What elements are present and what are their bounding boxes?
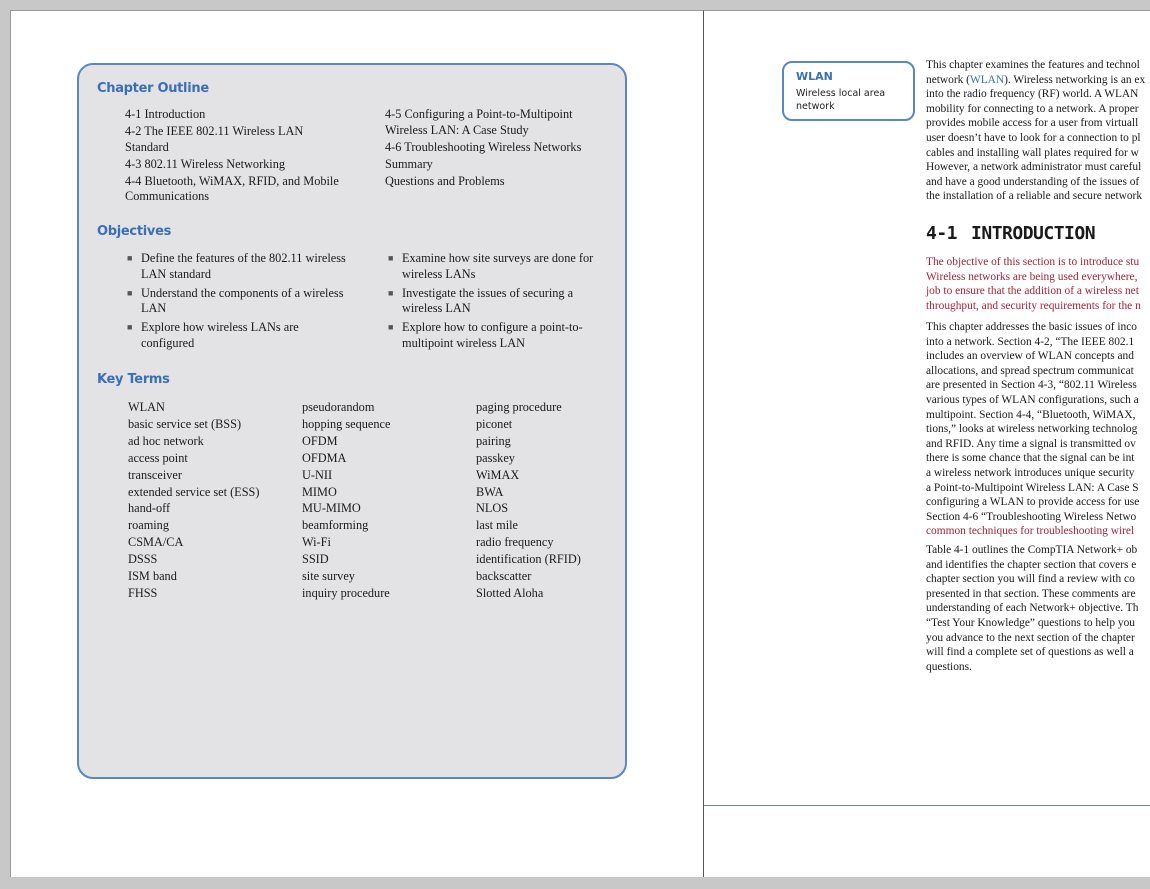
chapter-outline-box (77, 63, 627, 779)
key-term: piconet (476, 416, 513, 431)
square-bullet-icon: ■ (127, 322, 133, 332)
text-line: The objective of this section is to introduce stu (926, 256, 1140, 268)
text-line: into the radio frequency (RF) world. A WLAN (926, 88, 1139, 101)
section-number: 4-1 (926, 223, 958, 244)
key-term: CSMA/CA (128, 535, 184, 550)
outline-item: Wireless LAN: A Case Study (385, 122, 529, 137)
text-line: there is some chance that the signal can be int (926, 452, 1135, 465)
key-term: SSID (302, 552, 329, 567)
text-line: understanding of each Network+ objective. Th (926, 602, 1139, 615)
key-term: transceiver (128, 467, 182, 482)
text-line: various types of WLAN configurations, such a (926, 393, 1139, 406)
key-terms-heading: Key Terms (97, 372, 170, 387)
key-term: pseudorandom (302, 400, 375, 414)
outline-item: 4-5 Configuring a Point-to-Multipoint (385, 107, 573, 121)
margin-term: WLAN (796, 70, 833, 83)
text-line: provides mobile access for a user from virtuall (926, 117, 1139, 130)
outline-list-2 (385, 107, 620, 191)
outline-item: Standard (125, 139, 169, 154)
key-term: passkey (476, 450, 515, 465)
outline-list-1 (125, 107, 375, 206)
text-line: questions. (926, 660, 972, 673)
text-line: you advance to the next section of the chapter (926, 631, 1135, 644)
outline-item: 4-3 802.11 Wireless Networking (125, 156, 286, 171)
text-line: the installation of a reliable and secure network (926, 190, 1143, 203)
key-terms-col-3 (476, 399, 581, 602)
key-term: Slotted Aloha (476, 585, 544, 600)
text-line: into a network. Section 4-2, “The IEEE 802.1 (926, 335, 1135, 348)
margin-definition-box (782, 61, 915, 121)
key-term: ISM band (128, 569, 177, 584)
key-term: roaming (128, 518, 169, 533)
text-line: This chapter examines the features and technol (926, 59, 1140, 71)
objectives-heading: Objectives (97, 224, 172, 239)
key-term: backscatter (476, 569, 532, 584)
outline-item: Questions and Problems (385, 173, 505, 188)
chapter-outline-heading: Chapter Outline (97, 81, 209, 96)
key-term: inquiry procedure (302, 585, 390, 600)
section-title: INTRODUCTION (971, 223, 1096, 244)
text-line: “Test Your Knowledge” questions to help you (926, 616, 1135, 629)
text-line: a wireless network introduces unique security (926, 466, 1135, 479)
text-line: Wireless networks are being used everywhere, (926, 270, 1138, 283)
key-term: hopping sequence (302, 416, 391, 431)
text-line: However, a network administrator must careful (926, 161, 1142, 174)
text-line: includes an overview of WLAN concepts and (926, 350, 1134, 363)
outline-item: 4-4 Bluetooth, WiMAX, RFID, and Mobile (125, 173, 339, 188)
objective-item: ■ Explore how wireless LANs are configured (127, 320, 299, 350)
section-heading (926, 223, 1095, 244)
intro-paragraph (926, 58, 1150, 204)
key-term: pairing (476, 433, 511, 448)
key-term: ad hoc network (128, 433, 204, 448)
key-term: OFDMA (302, 450, 347, 465)
key-term: WiMAX (476, 467, 520, 482)
text-line: Table 4-1 outlines the CompTIA Network+ ob (926, 544, 1138, 556)
key-terms-col-2 (302, 399, 390, 602)
key-term: radio frequency (476, 535, 554, 550)
text-line: cables and installing wall plates required for w (926, 146, 1139, 159)
outline-item: 4-1 Introduction (125, 107, 206, 121)
square-bullet-icon: ■ (388, 287, 394, 298)
square-bullet-icon: ■ (127, 253, 133, 263)
text-line: This chapter addresses the basic issues of inco (926, 321, 1137, 333)
text-line: a Point-to-Multipoint Wireless LAN: A Case S (926, 481, 1139, 494)
key-term: U-NII (302, 467, 333, 482)
key-term: hand-off (128, 501, 171, 516)
square-bullet-icon: ■ (127, 287, 133, 298)
key-term: Wi-Fi (302, 535, 331, 550)
text-line: allocations, and spread spectrum communicat (926, 364, 1134, 377)
text-line: tions,” looks at wireless networking technolog (926, 423, 1138, 436)
text-line: multipoint. Section 4-4, “Bluetooth, WiMAX, (926, 408, 1136, 421)
text-line: Section 4-6 “Troubleshooting Wireless Netwo (926, 510, 1137, 523)
key-term: OFDM (302, 433, 338, 448)
key-term: MIMO (302, 484, 337, 499)
text-line: common techniques for troubleshooting wirel (926, 525, 1135, 538)
text-line: and have a good understanding of the issues of (926, 175, 1140, 188)
key-term: extended service set (ESS) (128, 484, 260, 499)
objective-item: ■ Examine how site surveys are done for wireless LANs (388, 251, 594, 281)
outline-item: Summary (385, 156, 433, 171)
key-term: DSSS (128, 552, 158, 567)
text-line: network (WLAN). Wireless networking is an ex (926, 73, 1146, 86)
objective-item: ■ Investigate the issues of securing a wireless LAN (388, 285, 574, 315)
objectives-list-2 (387, 251, 597, 355)
text-line: chapter section you will find a review with co (926, 573, 1135, 586)
text-line: throughput, and security requirements for the n (926, 299, 1141, 312)
footer-rule (704, 805, 1150, 806)
key-terms-col-1 (128, 399, 259, 602)
key-term: BWA (476, 484, 504, 499)
square-bullet-icon: ■ (388, 253, 394, 263)
objectives-list-1 (126, 251, 346, 355)
key-term: paging procedure (476, 400, 562, 414)
outline-item: 4-6 Troubleshooting Wireless Networks (385, 139, 582, 154)
key-term: MU-MIMO (302, 501, 361, 516)
left-page (10, 10, 704, 877)
key-term: NLOS (476, 501, 509, 516)
text-line: mobility for connecting to a network. A proper (926, 102, 1139, 115)
text-line: presented in that section. These comments are (926, 587, 1136, 600)
text-line: will find a complete set of questions as well a (926, 646, 1134, 659)
text-line: user doesn’t have to look for a connection to pl (926, 131, 1141, 144)
objective-item: ■ Understand the components of a wireless LAN (127, 285, 344, 315)
margin-definition: Wireless local area network (796, 88, 886, 112)
objective-item: ■ Define the features of the 802.11 wireless LAN standard (127, 251, 346, 281)
text-line: are presented in Section 4-3, “802.11 Wireless (926, 379, 1137, 392)
overview-paragraph (926, 320, 1150, 539)
key-term: site survey (302, 569, 355, 584)
text-line: and identifies the chapter section that covers e (926, 558, 1137, 571)
key-term: identification (RFID) (476, 552, 581, 567)
key-term: FHSS (128, 585, 158, 600)
key-term: access point (128, 450, 188, 465)
text-line: and RFID. Any time a signal is transmitted ov (926, 437, 1136, 450)
objective-item: ■ Explore how to configure a point-to-multipoint wireless LAN (388, 320, 583, 350)
key-term: beamforming (302, 518, 369, 533)
objectives-table-paragraph (926, 543, 1150, 674)
outline-item: 4-2 The IEEE 802.11 Wireless LAN (125, 124, 304, 138)
square-bullet-icon: ■ (388, 322, 394, 332)
key-term: last mile (476, 518, 519, 533)
key-term: basic service set (BSS) (128, 416, 242, 431)
key-term: WLAN (128, 400, 165, 414)
objective-paragraph (926, 255, 1150, 313)
text-line: job to ensure that the addition of a wireless net (926, 285, 1139, 298)
right-page (703, 10, 1150, 877)
outline-item: Communications (125, 189, 210, 203)
term-link[interactable]: WLAN (969, 73, 1005, 86)
text-line: configuring a WLAN to provide access for use (926, 496, 1140, 509)
